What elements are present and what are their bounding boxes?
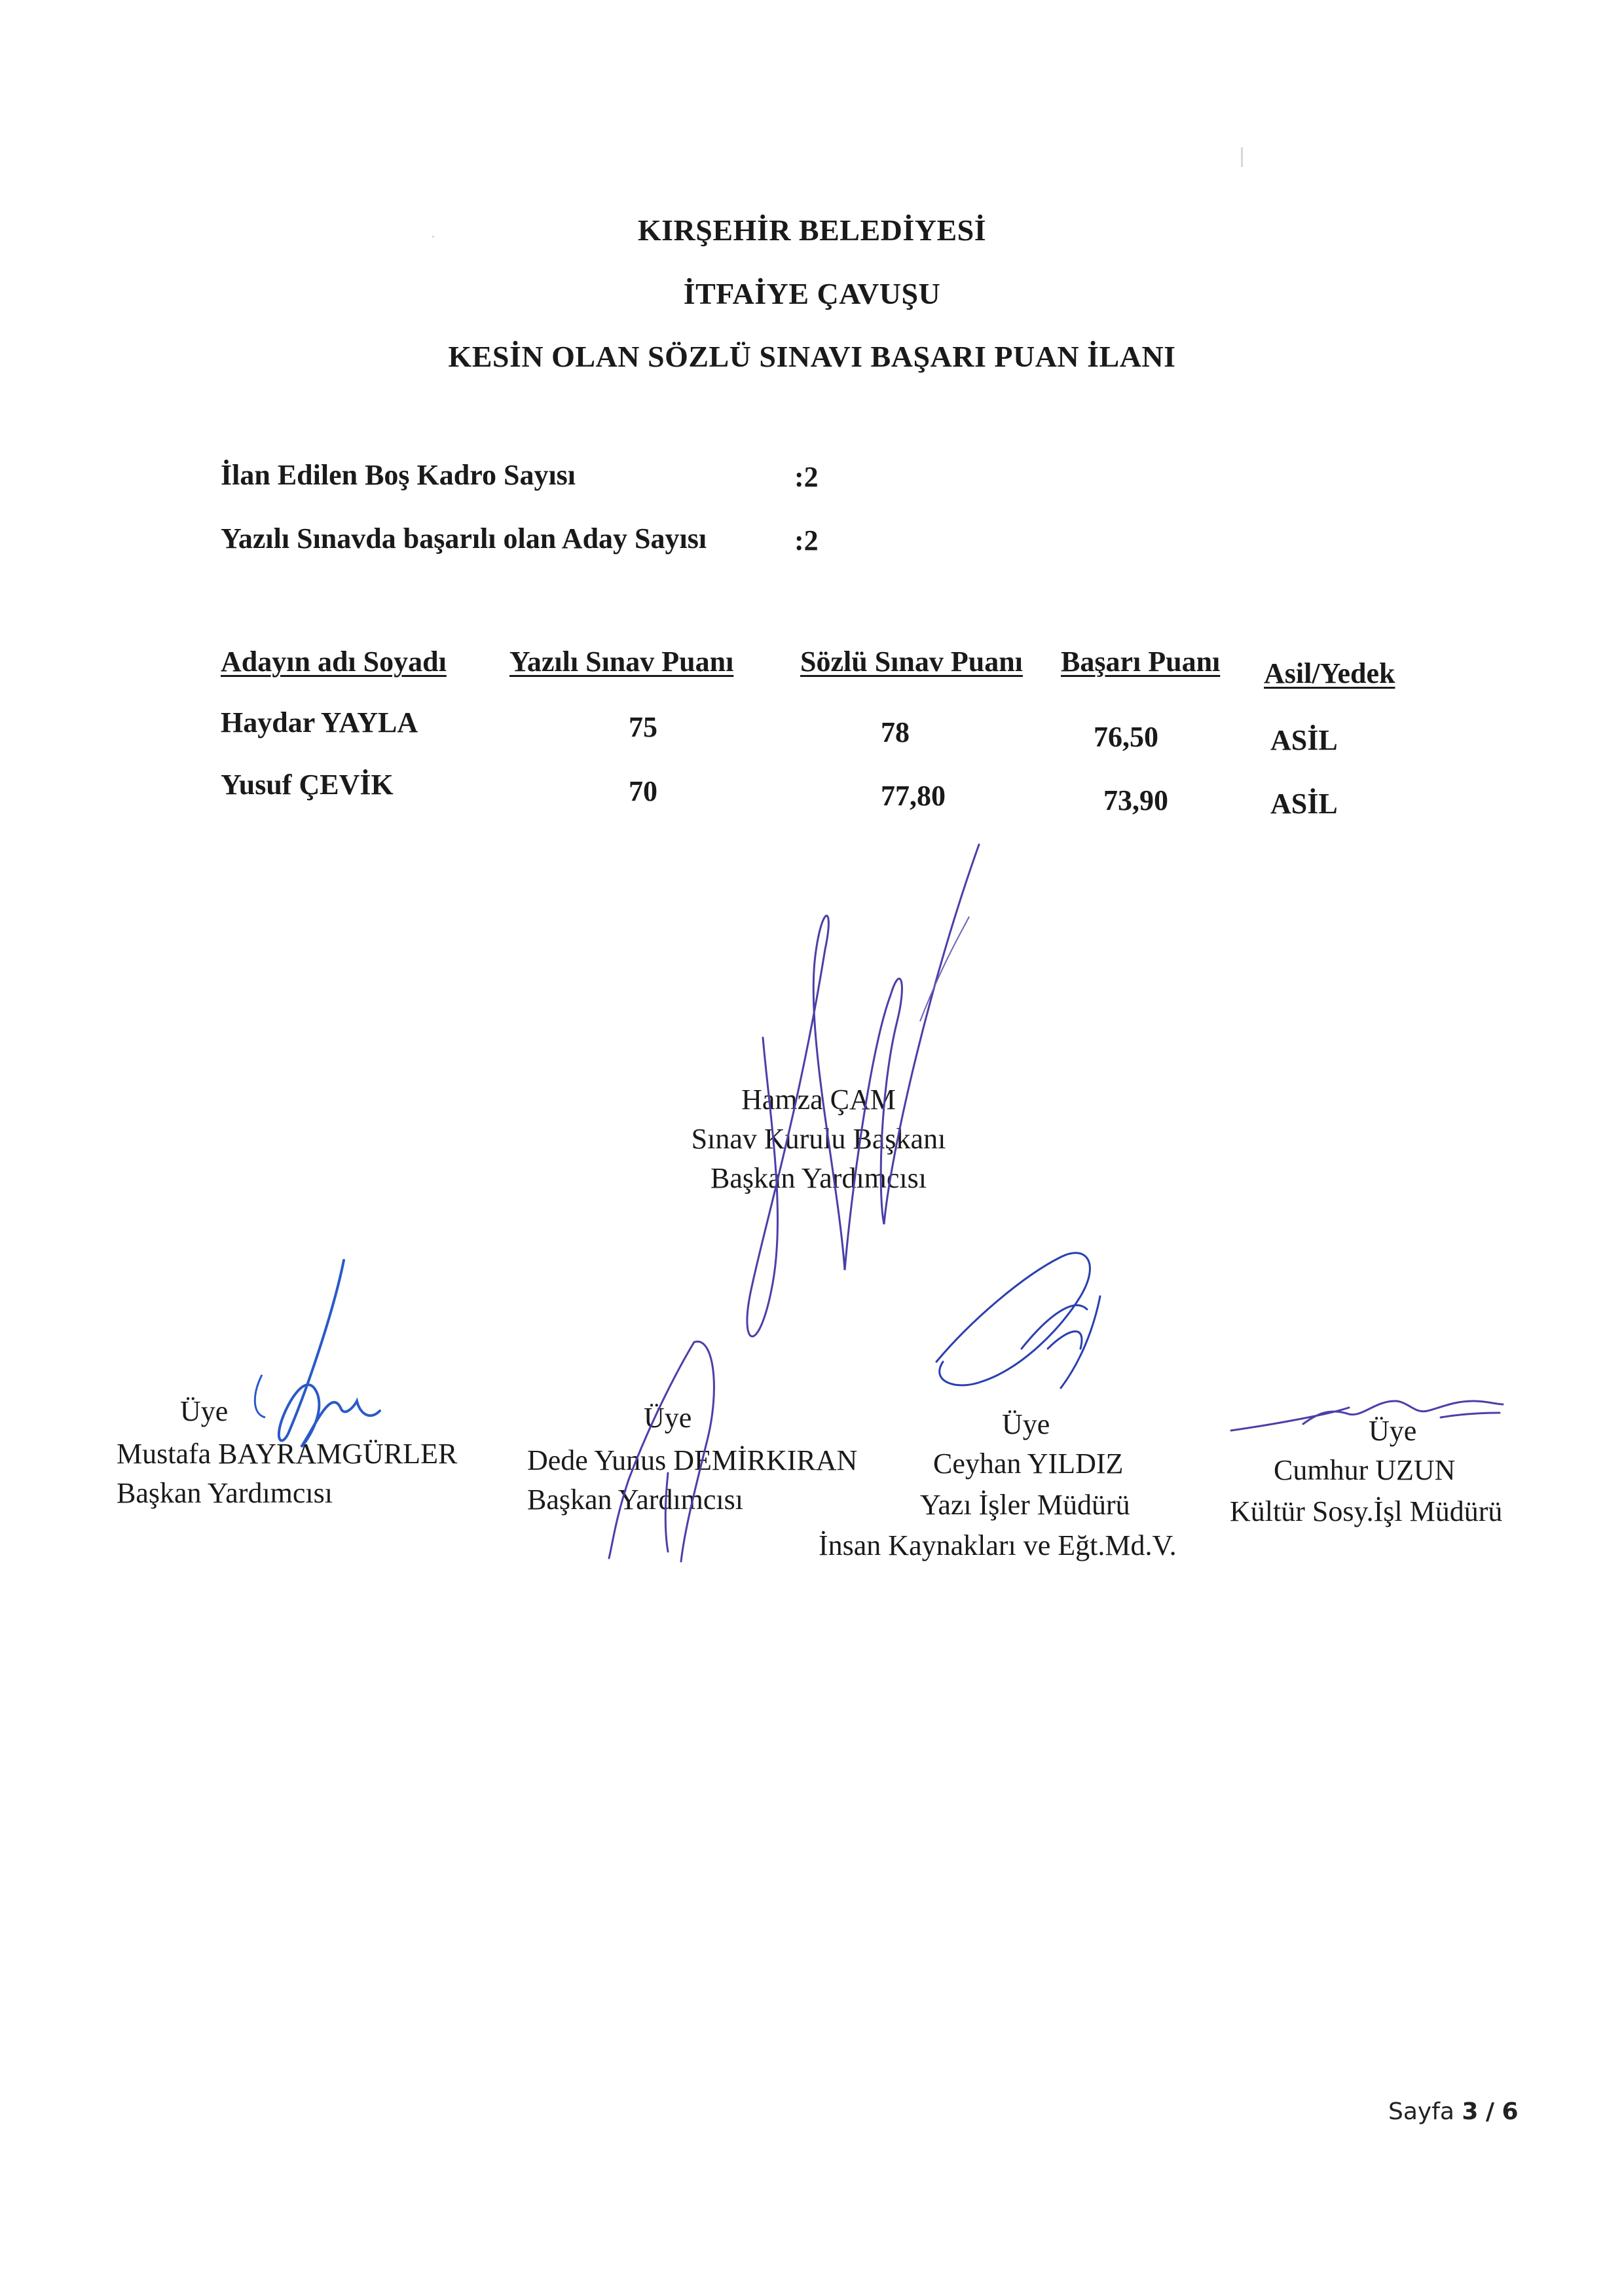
table-row-2-name: Yusuf ÇEVİK: [221, 769, 394, 801]
member-4-role: Kültür Sosy.İşl Müdürü: [1230, 1495, 1503, 1527]
member-1-signature: [279, 1260, 380, 1447]
page-number-prefix: Sayfa: [1388, 2098, 1454, 2125]
col-header-success: Başarı Puanı: [1061, 646, 1221, 678]
table-row-2-success: 73,90: [1103, 784, 1168, 816]
table-row-1-name: Haydar YAYLA: [221, 706, 418, 738]
member-2-role: Başkan Yardımcısı: [527, 1484, 743, 1516]
passed-candidates-label: Yazılı Sınavda başarılı olan Aday Sayısı: [221, 522, 707, 555]
col-header-status: Asil/Yedek: [1264, 657, 1395, 689]
table-row-2-written: 70: [629, 775, 657, 807]
table-row-1-success: 76,50: [1094, 721, 1158, 753]
member-4-signature: [1231, 1401, 1503, 1430]
table-row-2-status: ASİL: [1270, 788, 1338, 820]
member-1-label: Üye: [180, 1395, 229, 1427]
president-signature: [747, 845, 979, 1336]
member-3-label: Üye: [1002, 1408, 1050, 1440]
member-3-role-2: İnsan Kaynakları ve Eğt.Md.V.: [819, 1529, 1177, 1561]
table-row-1-written: 75: [629, 711, 657, 743]
vacancy-value: :2: [794, 461, 819, 493]
member-4-name: Cumhur UZUN: [1274, 1454, 1456, 1486]
table-row-2-oral: 77,80: [881, 780, 946, 812]
position-title: İTFAİYE ÇAVUŞU: [683, 277, 941, 310]
page-number: [1388, 2098, 1519, 2125]
vacancy-label: İlan Edilen Boş Kadro Sayısı: [221, 459, 576, 491]
president-role: Sınav Kurulu Başkanı: [691, 1123, 946, 1155]
member-2-name: Dede Yunus DEMİRKIRAN: [527, 1444, 858, 1476]
president-title: Başkan Yardımcısı: [710, 1162, 927, 1194]
table-row-1-oral: 78: [881, 716, 910, 748]
table-row-1-status: ASİL: [1270, 724, 1338, 756]
institution-title: KIRŞEHİR BELEDİYESİ: [637, 213, 987, 247]
page-number-current: 3: [1462, 2098, 1479, 2125]
page-number-separator: /: [1485, 2098, 1495, 2125]
member-3-signature: [936, 1253, 1100, 1388]
president-name: Hamza ÇAM: [741, 1084, 896, 1116]
member-4-label: Üye: [1369, 1415, 1417, 1447]
member-2-signature: [609, 1341, 714, 1561]
col-header-written: Yazılı Sınav Puanı: [509, 646, 734, 678]
member-3-role: Yazı İşler Müdürü: [920, 1489, 1130, 1521]
announcement-title: KESİN OLAN SÖZLÜ SINAVI BAŞARI PUAN İLANI: [448, 340, 1176, 373]
col-header-oral: Sözlü Sınav Puanı: [800, 646, 1023, 678]
passed-candidates-value: :2: [794, 524, 819, 556]
member-2-label: Üye: [644, 1402, 692, 1434]
page-number-total: 6: [1502, 2098, 1519, 2125]
col-header-name: Adayın adı Soyadı: [221, 646, 447, 678]
member-1-name: Mustafa BAYRAMGÜRLER: [117, 1438, 458, 1470]
member-1-role: Başkan Yardımcısı: [117, 1477, 333, 1509]
member-3-name: Ceyhan YILDIZ: [933, 1448, 1124, 1480]
